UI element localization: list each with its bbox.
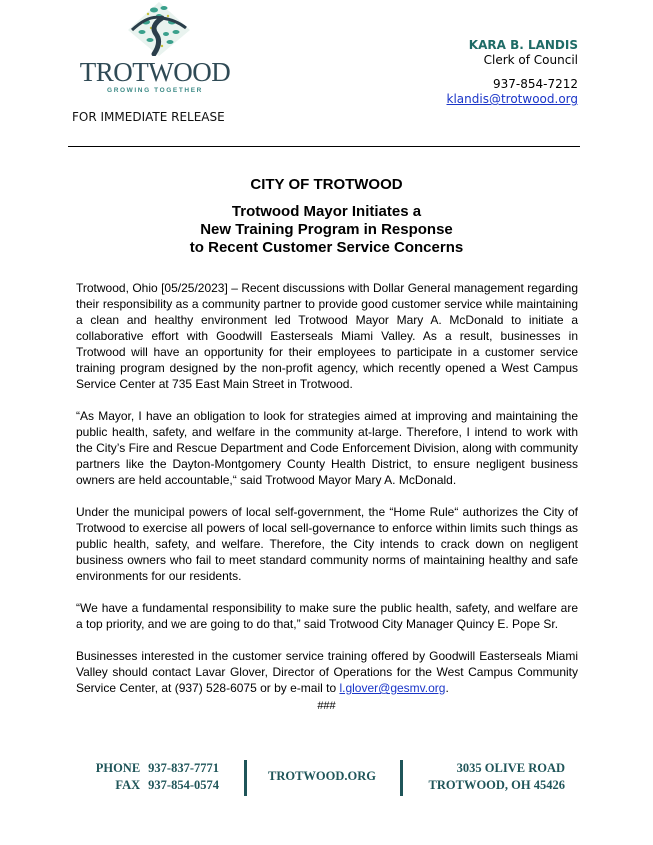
fax-label: FAX <box>115 778 141 792</box>
footer-address <box>405 760 565 794</box>
paragraph: Trotwood, Ohio [05/25/2023] – Recent discussions with Dollar General management regarding their responsibility as a community partner to provide good customer service while maintaining a clean and healthy environment led Trotwood Mayor Mary A. McDonald to initiate a collaborative effort with Goodwill Easterseals Miami Valley. As a result, businesses in Trotwood will have an opportunity for their employees to participate in a customer service training program designed by the non-profit agency, which recently opened a West Campus Service Center at 735 East Main Street in Trotwood. <box>76 281 578 391</box>
paragraph-contact: Businesses interested in the customer service training offered by Goodwill Easterseals Miami Valley should contact Lavar Glover, Director of Operations for the West Campus Community Service Center, at (937) 528-6075 or by e-mail to l.glover@gesmv.org. <box>76 649 578 695</box>
end-mark: ### <box>317 700 336 712</box>
paragraph-text: Businesses interested in the customer service training offered by Goodwill Easterseals Miami Valley should contact Lavar Glover, Director of Operations for the West Campus Community Service Center, at (937) 528-6075 or by e-mail to <box>76 649 578 695</box>
paragraph: Under the municipal powers of local self-government, the “Home Rule“ authorizes the City of Trotwood to exercise all powers of local sell-governance to enforce within limits such things as public health, safety, and welfare. Therefore, the City intends to crack down on negligent business owners who fail to meet standard community norms of maintaining healthy and safe environments for our residents. <box>76 505 578 583</box>
footer-divider <box>400 760 403 796</box>
fax-number: 937-854-0574 <box>148 778 219 792</box>
footer-divider <box>244 760 247 796</box>
glover-email-link[interactable]: l.glover@gesmv.org <box>339 681 446 695</box>
header-divider <box>68 146 580 147</box>
contact-email-link[interactable]: klandis@trotwood.org <box>446 92 578 106</box>
footer-website[interactable]: TROTWOOD.ORG <box>268 769 376 783</box>
paragraph: “As Mayor, I have an obligation to look for strategies aimed at improving and maintaining the public health, safety, and welfare in the community at-large. Therefore, I intend to work with the City’s Fire and Rescue Department and Code Enforcement Division, along with community partners like the Dayton-Montgomery County Health District, to ensure negligent business owners are held accountable,“ said Trotwood Mayor Mary A. McDonald. <box>76 409 578 487</box>
address-line-1: 3035 OLIVE ROAD <box>456 761 565 775</box>
logo-tagline: GROWING TOGETHER <box>107 87 203 94</box>
contact-title: Clerk of Council <box>483 53 578 67</box>
footer-phone-fax <box>84 760 219 794</box>
contact-phone: 937-854-7212 <box>492 77 578 91</box>
contact-name: KARA B. LANDIS <box>468 38 578 52</box>
phone-number: 937-837-7771 <box>148 761 219 775</box>
paragraph: “We have a fundamental responsibility to make sure the public health, safety, and welfare are a top priority, and we are going to do that,” said Trotwood City Manager Quincy E. Pope Sr. <box>76 601 578 631</box>
release-label: FOR IMMEDIATE RELEASE <box>72 110 225 124</box>
contact-block <box>447 38 578 107</box>
org-title: CITY OF TROTWOOD <box>250 176 403 193</box>
press-release-body <box>76 280 578 712</box>
phone-label: PHONE <box>95 761 141 775</box>
headline <box>0 203 653 257</box>
headline-line-1: Trotwood Mayor Initiates a <box>231 203 422 220</box>
logo-wordmark: TROTWOOD <box>79 57 231 87</box>
headline-line-3: to Recent Customer Service Concerns <box>189 239 464 256</box>
tree-diamond-logo-icon <box>124 0 194 56</box>
headline-line-2: New Training Program in Response <box>200 221 453 238</box>
address-line-2: TROTWOOD, OH 45426 <box>428 778 565 792</box>
